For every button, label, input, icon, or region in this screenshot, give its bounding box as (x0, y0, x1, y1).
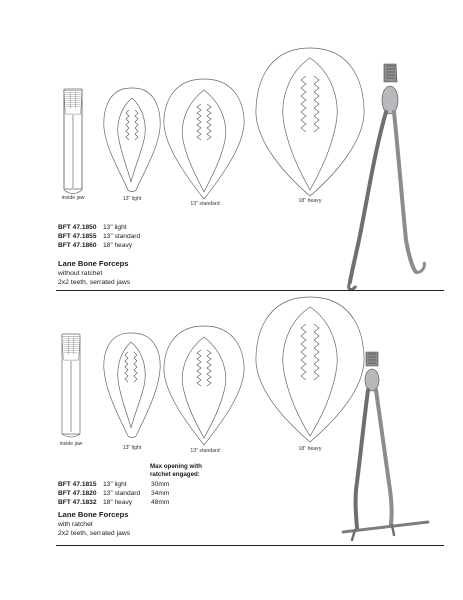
jaw-outline-heavy-2 (256, 297, 364, 442)
jaw-outline-light-2 (104, 333, 160, 438)
product-code: BFT 47.1815 (58, 481, 97, 488)
forceps-image-2 (343, 352, 428, 540)
product-code-list-1 (58, 223, 151, 250)
product-code-list-2 (58, 480, 169, 507)
product-detail: 2x2 teeth, serrated jaws (58, 530, 131, 537)
max-opening-heading: Max opening with ratchet engaged: (150, 463, 202, 478)
product-detail: 2x2 teeth, serrated jaws (58, 279, 131, 286)
forceps-image-1 (349, 64, 425, 289)
jaw-outline-standard-1 (164, 79, 244, 199)
product-size: 13" light (103, 224, 127, 231)
product-code: BFT 47.1832 (58, 499, 97, 506)
product-description-1 (58, 259, 130, 287)
product-code: BFT 47.1860 (58, 242, 97, 249)
caption-heavy: 18" heavy (298, 198, 322, 204)
product-size: 13" standard (103, 490, 141, 497)
product-row (58, 223, 151, 232)
product-code: BFT 47.1820 (58, 490, 97, 497)
product-code: BFT 47.1855 (58, 233, 97, 240)
product-row (58, 241, 151, 250)
product-size: 13" standard (103, 233, 141, 240)
product-size: 18" heavy (103, 499, 133, 506)
jaw-outline-standard-2 (164, 326, 244, 445)
max-opening-value: 34mm (151, 490, 170, 497)
product-row (58, 498, 169, 507)
caption-inside-jaw: inside jaw (59, 441, 83, 447)
product-size: 13" light (103, 481, 127, 488)
product-row (58, 489, 169, 498)
inside-jaw-drawing-1 (64, 89, 82, 194)
product-code: BFT 47.1850 (58, 224, 97, 231)
caption-light: 13" light (122, 445, 142, 451)
caption-light: 13" light (122, 196, 142, 202)
jaw-outline-heavy-1 (256, 48, 364, 196)
product-title: Lane Bone Forceps (58, 510, 129, 519)
product-detail: with ratchet (58, 521, 93, 528)
caption-standard: 13" standard (190, 448, 220, 454)
max-opening-value: 30mm (151, 481, 170, 488)
section-divider (56, 545, 444, 546)
max-opening-value: 48mm (151, 499, 170, 506)
product-size: 18" heavy (103, 242, 133, 249)
inside-jaw-drawing-2 (62, 334, 80, 437)
product-title: Lane Bone Forceps (58, 259, 129, 268)
caption-standard: 13" standard (190, 201, 220, 207)
product-row (58, 232, 151, 241)
product-detail: without ratchet (58, 270, 103, 277)
product-row (58, 480, 169, 489)
caption-heavy: 18" heavy (298, 446, 322, 452)
product-description-2 (58, 510, 130, 538)
caption-inside-jaw: inside jaw (61, 195, 85, 201)
section-divider (56, 290, 444, 291)
jaw-outline-light-1 (104, 88, 160, 192)
